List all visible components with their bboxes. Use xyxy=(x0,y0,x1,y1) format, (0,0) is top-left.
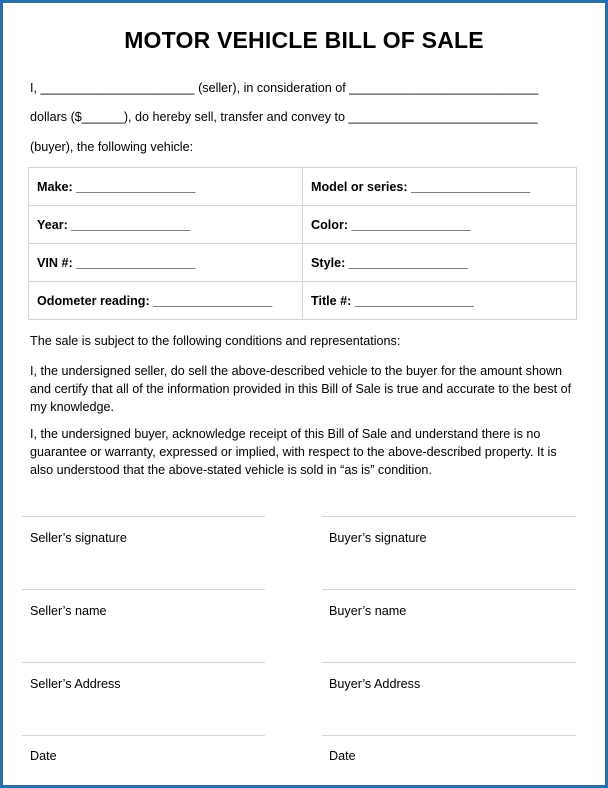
year-field[interactable]: Year: _________________ xyxy=(29,206,303,244)
seller-date-label: Date xyxy=(30,749,57,763)
buyer-address-label: Buyer’s Address xyxy=(329,677,421,691)
seller-address-label: Seller’s Address xyxy=(30,677,121,691)
odometer-field[interactable]: Odometer reading: _________________ xyxy=(29,282,303,320)
table-row xyxy=(29,282,577,320)
model-field[interactable]: Model or series: _________________ xyxy=(303,168,577,206)
signature-divider xyxy=(322,662,576,663)
signature-divider xyxy=(22,516,265,517)
title-number-field[interactable]: Title #: _________________ xyxy=(303,282,577,320)
conditions-intro: The sale is subject to the following conditions and representations: xyxy=(30,334,401,348)
table-row xyxy=(29,244,577,282)
buyer-statement: I, the undersigned buyer, acknowledge receipt of this Bill of Sale and understand there is no guarantee or warranty, expressed or implied, with respect to the above-described property. It is also understood that the above-stated vehicle is sold in “as is” condition. xyxy=(30,427,557,477)
style-field[interactable]: Style: _________________ xyxy=(303,244,577,282)
seller-signature-label: Seller’s signature xyxy=(30,531,127,545)
buyer-date-label: Date xyxy=(329,749,356,763)
signature-divider xyxy=(322,516,576,517)
buyer-name-label: Buyer’s name xyxy=(329,604,407,618)
buyer-signature-label: Buyer’s signature xyxy=(329,531,427,545)
table-row xyxy=(29,206,577,244)
color-field[interactable]: Color: _________________ xyxy=(303,206,577,244)
seller-name-label: Seller’s name xyxy=(30,604,107,618)
vin-field[interactable]: VIN #: _________________ xyxy=(29,244,303,282)
intro-line-seller: I, ______________________ (seller), in consideration of ___________________________ xyxy=(30,81,539,95)
intro-line-dollars: dollars ($______), do hereby sell, transfer and convey to ___________________________ xyxy=(30,110,538,124)
signature-divider xyxy=(322,735,576,736)
signature-divider xyxy=(22,662,265,663)
signature-divider xyxy=(322,589,576,590)
table-row xyxy=(29,168,577,206)
signature-divider xyxy=(22,735,265,736)
vehicle-details-table xyxy=(28,167,577,320)
make-field[interactable]: Make: _________________ xyxy=(29,168,303,206)
signature-divider xyxy=(22,589,265,590)
document-title: MOTOR VEHICLE BILL OF SALE xyxy=(124,27,484,53)
seller-statement: I, the undersigned seller, do sell the above-described vehicle to the buyer for the amount shown and certify that all of the information provided in this Bill of Sale is true and accurate to the best of my knowledge. xyxy=(30,364,572,414)
intro-line-buyer: (buyer), the following vehicle: xyxy=(30,140,194,154)
